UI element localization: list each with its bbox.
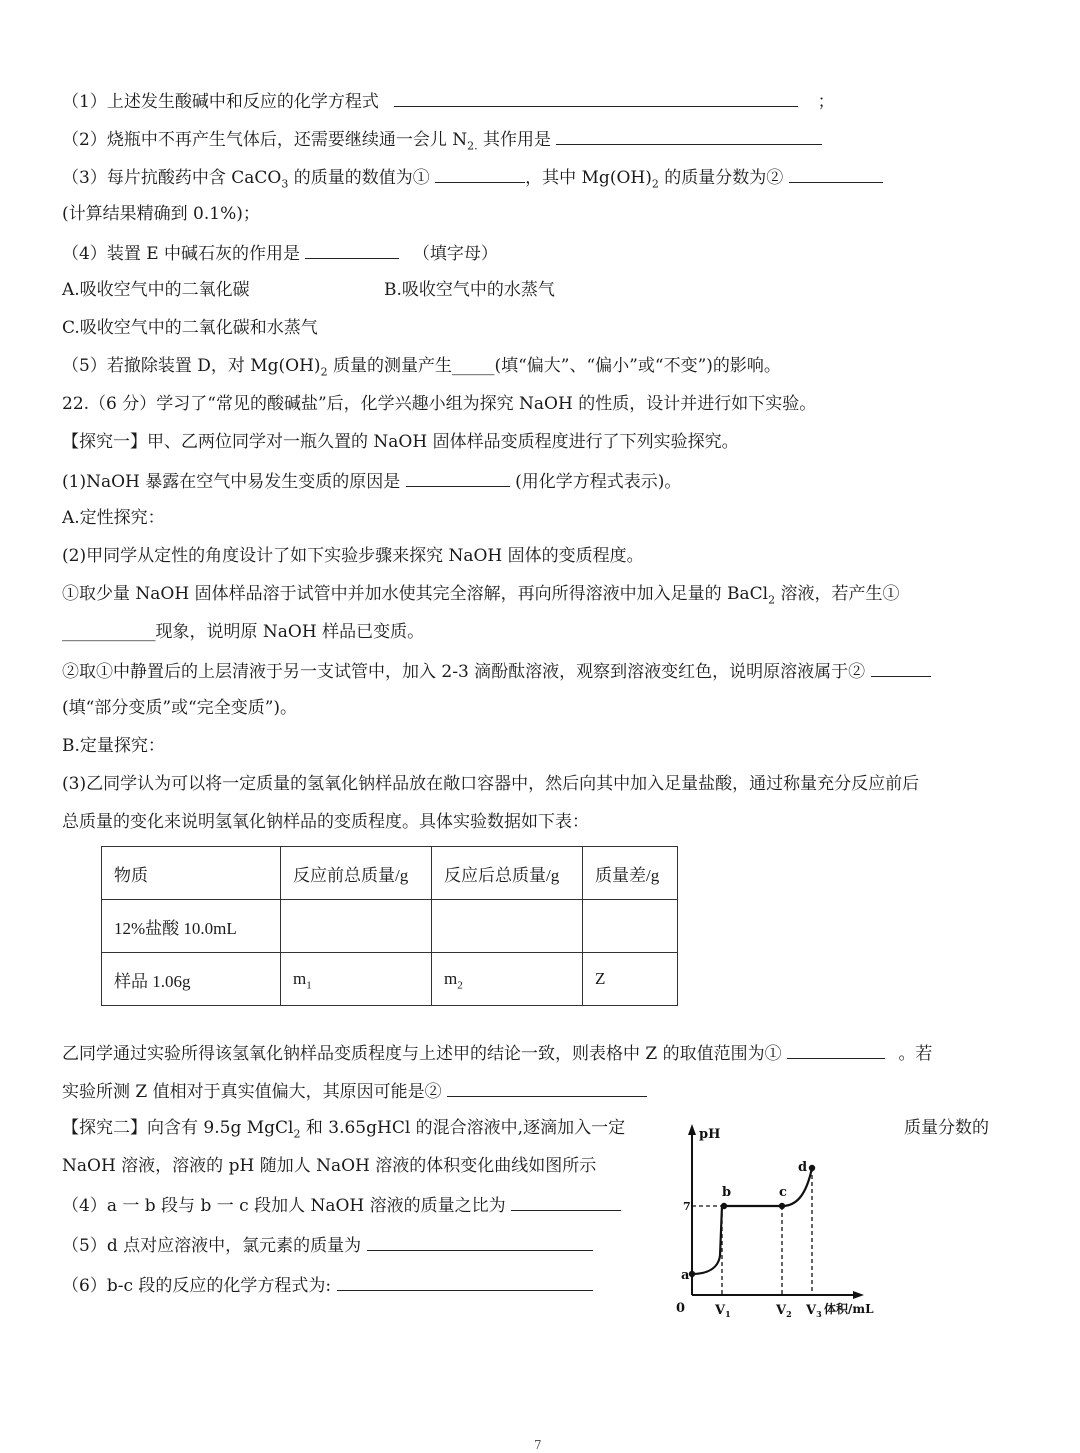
table-cell [281, 900, 432, 953]
table-cell [432, 953, 583, 1006]
ph-curve-line [692, 1168, 812, 1274]
q22-p6-text: （6）b-c 段的反应的化学方程式为: [62, 1276, 332, 1296]
q21-line-1 [62, 88, 835, 114]
x-tick-v1 [714, 1303, 731, 1319]
x-tick-v3-letter: V [806, 1303, 817, 1318]
q21-p3-text-d: 的质量分数为② [658, 168, 784, 188]
q22-s1-text-b: (用化学方程式表示)。 [515, 472, 682, 492]
table-cell [583, 900, 678, 953]
x-tick-v1-letter: V [715, 1303, 726, 1318]
point-a-label: a [681, 1268, 690, 1283]
table-header-row [102, 847, 678, 900]
q21-p2-sub: 2. [467, 139, 478, 153]
q22-after-table-1 [62, 1040, 932, 1066]
table-cell [432, 900, 583, 953]
q21-option-a: A.吸收空气中的二氧化碳 [62, 280, 250, 300]
q22-p4 [62, 1192, 621, 1218]
q22-after-text-c: 实验所测 Z 值相对于真实值偏大，其原因可能是② [62, 1082, 442, 1102]
q21-line-2 [62, 126, 822, 152]
m1-sub: 1 [306, 979, 312, 992]
q22-explore2-text-b: 和 3.65gHCl 的混合溶液中,逐滴加入一定 [300, 1118, 626, 1138]
table-row [102, 953, 678, 1006]
q22-s2: (2)甲同学从定性的角度设计了如下实验步骤来探究 NaOH 固体的变质程度。 [62, 546, 644, 566]
q22-s3-line2: 总质量的变化来说明氢氧化钠样品的变质程度。具体实验数据如下表： [62, 812, 589, 832]
origin-label: 0 [676, 1301, 686, 1316]
q21-line-5 [62, 354, 781, 378]
q22-s3-line1: (3)乙同学认为可以将一定质量的氢氧化钠样品放在敞口容器中，然后向其中加入足量盐酸，通过称量充分反应前后 [62, 774, 920, 794]
q21-p3-text-b: 的质量的数值为① [288, 168, 430, 188]
q21-p3-text-c: ，其中 Mg(OH) [525, 168, 652, 188]
point-c-label: c [779, 1185, 787, 1200]
y-axis-arrow-icon [688, 1124, 696, 1135]
table-header-cell: 质量差/g [583, 847, 678, 900]
q21-p1-text: （1）上述发生酸碱中和反应的化学方程式 [62, 92, 379, 112]
table-header-cell: 物质 [102, 847, 281, 900]
answer-blank[interactable] [394, 88, 798, 107]
q22-step1-sub: 2 [768, 593, 776, 607]
point-c [779, 1203, 785, 1209]
q21-option-b: B.吸收空气中的水蒸气 [384, 280, 555, 300]
q21-option-c: C.吸收空气中的二氧化碳和水蒸气 [62, 318, 318, 338]
answer-blank[interactable] [787, 1040, 885, 1059]
q22-intro: 22.（6 分）学习了“常见的酸碱盐”后，化学兴趣小组为探究 NaOH 的性质，设计并进行如下实验。 [62, 394, 817, 414]
q21-p5-text-b: 质量的测量产生_____(填“偏大”、“偏小”或“不变”)的影响。 [327, 356, 781, 376]
table-cell: 12%盐酸 10.0mL [102, 900, 281, 953]
point-d [809, 1165, 815, 1171]
q22-step1-cont: ___________现象，说明原 NaOH 样品已变质。 [62, 622, 425, 642]
q22-explore2-line1 [62, 1116, 625, 1140]
answer-blank[interactable] [337, 1272, 593, 1291]
answer-blank[interactable] [305, 240, 399, 259]
q22-heading-b: B.定量探究： [62, 736, 165, 756]
q22-explore1: 【探究一】甲、乙两位同学对一瓶久置的 NaOH 固体样品变质程度进行了下列实验探究。 [62, 432, 739, 452]
table-cell: 样品 1.06g [102, 953, 281, 1006]
q21-p2-text-b: 其作用是 [477, 130, 551, 150]
q21-p1-end: ； [817, 92, 835, 112]
q21-p3-sub2: 2 [651, 177, 659, 191]
q22-step1-text-b: 溶液，若产生① [775, 584, 900, 604]
x-tick-v1-sub: 1 [725, 1309, 731, 1319]
q22-explore2-line2: NaOH 溶液，溶液的 pH 随加人 NaOH 溶液的体积变化曲线如图所示 [62, 1156, 597, 1176]
q22-step2 [62, 658, 931, 684]
table-header-cell: 反应后总质量/g [432, 847, 583, 900]
q21-line-3 [62, 164, 883, 190]
x-axis-label: 体积/mL [824, 1302, 874, 1316]
y-axis-label: pH [699, 1127, 721, 1142]
answer-blank[interactable] [367, 1232, 593, 1251]
q22-explore2-text-a: 【探究二】向含有 9.5g MgCl [62, 1118, 294, 1138]
q22-explore2-sub: 2 [293, 1127, 301, 1141]
point-d-label: d [798, 1160, 808, 1175]
q22-step1-text-a: ①取少量 NaOH 固体样品溶于试管中并加水使其完全溶解，再向所得溶液中加入足量的 BaCl [62, 584, 769, 604]
q21-p5-text-a: （5）若撤除装置 D，对 Mg(OH) [62, 356, 321, 376]
page-number: 7 [534, 1438, 542, 1452]
table-header-cell: 反应前总质量/g [281, 847, 432, 900]
x-tick-v2 [775, 1303, 792, 1319]
q22-step1 [62, 582, 899, 606]
x-axis-arrow-icon [853, 1291, 864, 1299]
table-cell: Z [583, 953, 678, 1006]
q22-after-text-a: 乙同学通过实验所得该氢氧化钠样品变质程度与上述甲的结论一致，则表格中 Z 的取值范围为① [62, 1044, 782, 1064]
q21-p5-sub: 2 [320, 365, 328, 379]
experiment-data-table [101, 846, 678, 1006]
q22-p5 [62, 1232, 593, 1258]
m2-label: m [444, 969, 458, 988]
q22-s1 [62, 468, 681, 494]
answer-blank[interactable] [871, 658, 931, 677]
answer-blank[interactable] [447, 1078, 647, 1097]
q22-after-text-b: 。若 [898, 1044, 933, 1064]
q21-p4-text-a: （4）装置 E 中碱石灰的作用是 [62, 244, 301, 264]
q21-line-3-note: (计算结果精确到 0.1%)； [62, 204, 260, 224]
answer-blank[interactable] [556, 126, 822, 145]
answer-blank[interactable] [789, 164, 883, 183]
x-tick-v3 [805, 1303, 822, 1319]
y-tick-7: 7 [683, 1200, 691, 1213]
q22-step2-text-a: ②取①中静置后的上层清液于另一支试管中，加入 2-3 滴酚酞溶液，观察到溶液变红色，说明原溶液属于② [62, 662, 866, 682]
answer-blank[interactable] [435, 164, 525, 183]
x-tick-v2-letter: V [776, 1303, 787, 1318]
m1-label: m [293, 969, 307, 988]
q22-p4-text: （4）a 一 b 段与 b 一 c 段加人 NaOH 溶液的质量之比为 [62, 1196, 506, 1216]
point-b-label: b [722, 1185, 732, 1200]
table-cell [281, 953, 432, 1006]
point-b [721, 1203, 727, 1209]
q21-p3-text-a: （3）每片抗酸药中含 CaCO [62, 168, 282, 188]
q22-explore2-line1-end: 质量分数的 [904, 1118, 989, 1138]
q21-line-4 [62, 240, 498, 266]
q22-s1-text-a: (1)NaOH 暴露在空气中易发生变质的原因是 [62, 472, 401, 492]
q22-after-table-2 [62, 1078, 647, 1104]
point-a [689, 1271, 695, 1277]
q21-p4-text-b: （填字母） [412, 244, 498, 264]
x-tick-v3-sub: 3 [816, 1309, 822, 1319]
table-row [102, 900, 678, 953]
q22-p5-text: （5）d 点对应溶液中，氯元素的质量为 [62, 1236, 362, 1256]
q22-step2-cont: (填“部分变质”或“完全变质”)。 [62, 698, 298, 718]
q21-p2-text-a: （2）烧瓶中不再产生气体后，还需要继续通一会儿 N [62, 130, 468, 150]
m2-sub: 2 [457, 979, 463, 992]
x-tick-v2-sub: 2 [786, 1309, 792, 1319]
answer-blank[interactable] [406, 468, 510, 487]
ph-curve-chart [672, 1118, 888, 1324]
q22-p6 [62, 1272, 593, 1298]
answer-blank[interactable] [511, 1192, 621, 1211]
q21-p3-sub1: 3 [281, 177, 289, 191]
q22-heading-a: A.定性探究： [62, 508, 165, 528]
